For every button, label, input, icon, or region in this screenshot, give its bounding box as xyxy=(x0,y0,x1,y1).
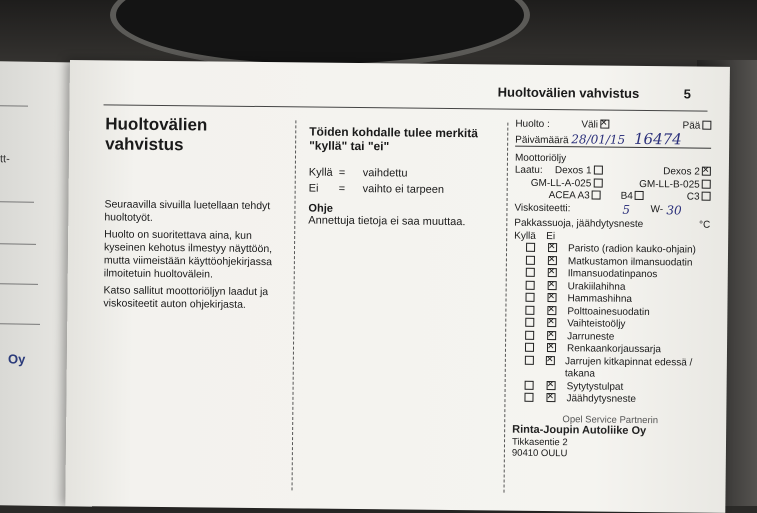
viscosity-label: Viskositeetti: xyxy=(514,202,571,214)
checklist-item xyxy=(513,355,709,382)
item-label: Paristo (radion kauko-ohjain) xyxy=(567,243,696,256)
legend-no-text: vaihto ei tarpeen xyxy=(362,183,445,196)
legend-no-eq: = xyxy=(338,182,346,195)
oil-label: Moottoriöljy xyxy=(514,152,567,164)
column-divider-1 xyxy=(292,120,298,490)
workshop-stamp xyxy=(512,413,708,461)
paa-option xyxy=(682,120,711,133)
item-label: Sytytystulpat xyxy=(566,380,624,393)
paa-checkbox[interactable] xyxy=(702,121,711,130)
gm-b-label: GM-LL-B-025 xyxy=(639,178,700,191)
stamp-partner: Opel Service Partnerin xyxy=(562,413,659,426)
intro-paragraph-3: Katso sallitut moottoriöljyn laadut ja viskositeetit auton ohjekirjasta. xyxy=(103,284,269,311)
c3-label: C3 xyxy=(686,191,700,203)
item-label: Renkaankorjaussarja xyxy=(566,343,662,356)
legend-yes-eq: = xyxy=(338,166,346,179)
date-label: Päivämäärä xyxy=(515,134,569,146)
stamp-company: Rinta-Joupin Autoliike Oy xyxy=(512,423,647,438)
acea-checkbox[interactable] xyxy=(592,190,601,199)
item-yes-checkbox[interactable] xyxy=(526,243,535,252)
antifreeze-label: Pakkassuoja, jäähdytysneste xyxy=(514,217,644,231)
item-no-checkbox[interactable] xyxy=(546,393,555,402)
c3-checkbox[interactable] xyxy=(702,192,711,201)
dexos2-checkbox[interactable] xyxy=(702,167,711,176)
legend-yes-label: Kyllä xyxy=(308,166,333,179)
item-yes-checkbox[interactable] xyxy=(526,255,535,264)
service-booklet-page xyxy=(65,60,730,513)
item-no-checkbox[interactable] xyxy=(548,268,557,277)
page-number: 5 xyxy=(683,86,691,102)
item-no-checkbox[interactable] xyxy=(546,356,555,365)
item-no-checkbox[interactable] xyxy=(548,256,557,265)
heading-line-2: vahvistus xyxy=(105,134,184,155)
help-text: Annettuja tietoja ei saa muuttaa. xyxy=(308,214,466,229)
huolto-label: Huolto : xyxy=(515,118,550,131)
item-yes-checkbox[interactable] xyxy=(525,355,534,364)
item-no-checkbox[interactable] xyxy=(547,331,556,340)
left-page-fragment-tt: tt- xyxy=(0,153,10,166)
dexos2-label: Dexos 2 xyxy=(663,166,700,178)
column-divider-2 xyxy=(503,123,509,493)
intro-paragraph-2: Huolto on suoritettava aina, kun kyseinen kehotus ilmestyy näyttöön, mutta viimeistään käyttöohjekirjassa ilmoitetuin huoltovälein. xyxy=(103,228,273,281)
instructions-title: Töiden kohdalle tulee merkitä "kyllä" tai "ei" xyxy=(309,124,479,154)
date-row xyxy=(515,131,711,148)
item-yes-checkbox[interactable] xyxy=(524,393,533,402)
item-no-checkbox[interactable] xyxy=(547,293,556,302)
item-label: Ilmansuodatinpanos xyxy=(567,268,658,281)
item-label: Matkustamon ilmansuodatin xyxy=(567,255,693,269)
legend-no-label: Ei xyxy=(308,182,319,195)
item-no-checkbox[interactable] xyxy=(547,343,556,352)
intro-column xyxy=(103,114,291,316)
header-rule xyxy=(104,104,708,111)
section-heading xyxy=(105,114,291,156)
item-yes-checkbox[interactable] xyxy=(526,280,535,289)
col-no-header: Ei xyxy=(546,230,556,242)
gm-b-checkbox[interactable] xyxy=(702,179,711,188)
vali-checkbox[interactable] xyxy=(600,120,609,129)
item-yes-checkbox[interactable] xyxy=(525,318,534,327)
date-value[interactable]: 28/01/15 xyxy=(571,131,626,147)
intro-paragraph-1: Seuraavilla sivuilla luetellaan tehdyt huoltotyöt. xyxy=(104,198,271,224)
left-page-fragment-oy: Oy xyxy=(8,351,26,367)
w-value[interactable]: 30 xyxy=(666,202,682,217)
stamp-postal: 90410 OULU xyxy=(511,447,568,460)
checklist-header xyxy=(514,230,710,245)
mileage-value[interactable]: 16474 xyxy=(633,129,682,148)
col-yes-header: Kyllä xyxy=(514,230,536,242)
item-label: Jäähdytysneste xyxy=(566,393,637,405)
degree-unit: °C xyxy=(699,219,711,231)
item-label: Jarrujen kitkapinnat edessä / takana xyxy=(564,355,693,380)
b4-checkbox[interactable] xyxy=(635,191,644,200)
item-yes-checkbox[interactable] xyxy=(525,305,534,314)
dexos1-label: Dexos 1 xyxy=(554,165,592,177)
legend xyxy=(309,165,499,199)
vali-option xyxy=(581,119,609,132)
item-no-checkbox[interactable] xyxy=(547,306,556,315)
item-yes-checkbox[interactable] xyxy=(526,268,535,277)
item-label: Urakiilahihna xyxy=(567,280,626,293)
item-yes-checkbox[interactable] xyxy=(525,330,534,339)
legend-yes-text: vaihdettu xyxy=(362,167,408,180)
checklist xyxy=(512,243,710,408)
item-label: Jarruneste xyxy=(567,330,615,343)
page-title: Huoltovälien vahvistus xyxy=(497,84,640,101)
item-no-checkbox[interactable] xyxy=(548,281,557,290)
item-no-checkbox[interactable] xyxy=(548,243,557,252)
item-label: Hammashihna xyxy=(567,293,633,305)
laatu-label: Laatu: xyxy=(514,164,543,176)
item-yes-checkbox[interactable] xyxy=(525,380,534,389)
item-yes-checkbox[interactable] xyxy=(525,293,534,302)
gm-a-label: GM-LL-A-025 xyxy=(530,177,592,189)
item-no-checkbox[interactable] xyxy=(547,381,556,390)
paa-label: Pää xyxy=(682,120,701,132)
instructions-column xyxy=(308,125,499,229)
acea-label: ACEA A3 xyxy=(548,190,590,202)
w-label: W- xyxy=(650,203,664,215)
item-yes-checkbox[interactable] xyxy=(525,343,534,352)
heading-line-1: Huoltovälien xyxy=(105,114,208,135)
service-form xyxy=(512,119,712,462)
item-label: Polttoainesuodatin xyxy=(567,305,650,318)
item-label: Vaihteistoöljy xyxy=(567,318,626,330)
dexos1-checkbox[interactable] xyxy=(594,165,603,174)
b4-label: B4 xyxy=(620,190,633,202)
checklist-item xyxy=(512,393,708,408)
item-no-checkbox[interactable] xyxy=(547,318,556,327)
stamp-street: Tikkasentie 2 xyxy=(511,436,568,448)
viscosity-row xyxy=(514,202,710,217)
vali-label: Väli xyxy=(581,119,599,131)
help-title: Ohje xyxy=(308,202,333,215)
gm-a-checkbox[interactable] xyxy=(593,178,602,187)
viscosity-value[interactable]: 5 xyxy=(622,202,631,217)
